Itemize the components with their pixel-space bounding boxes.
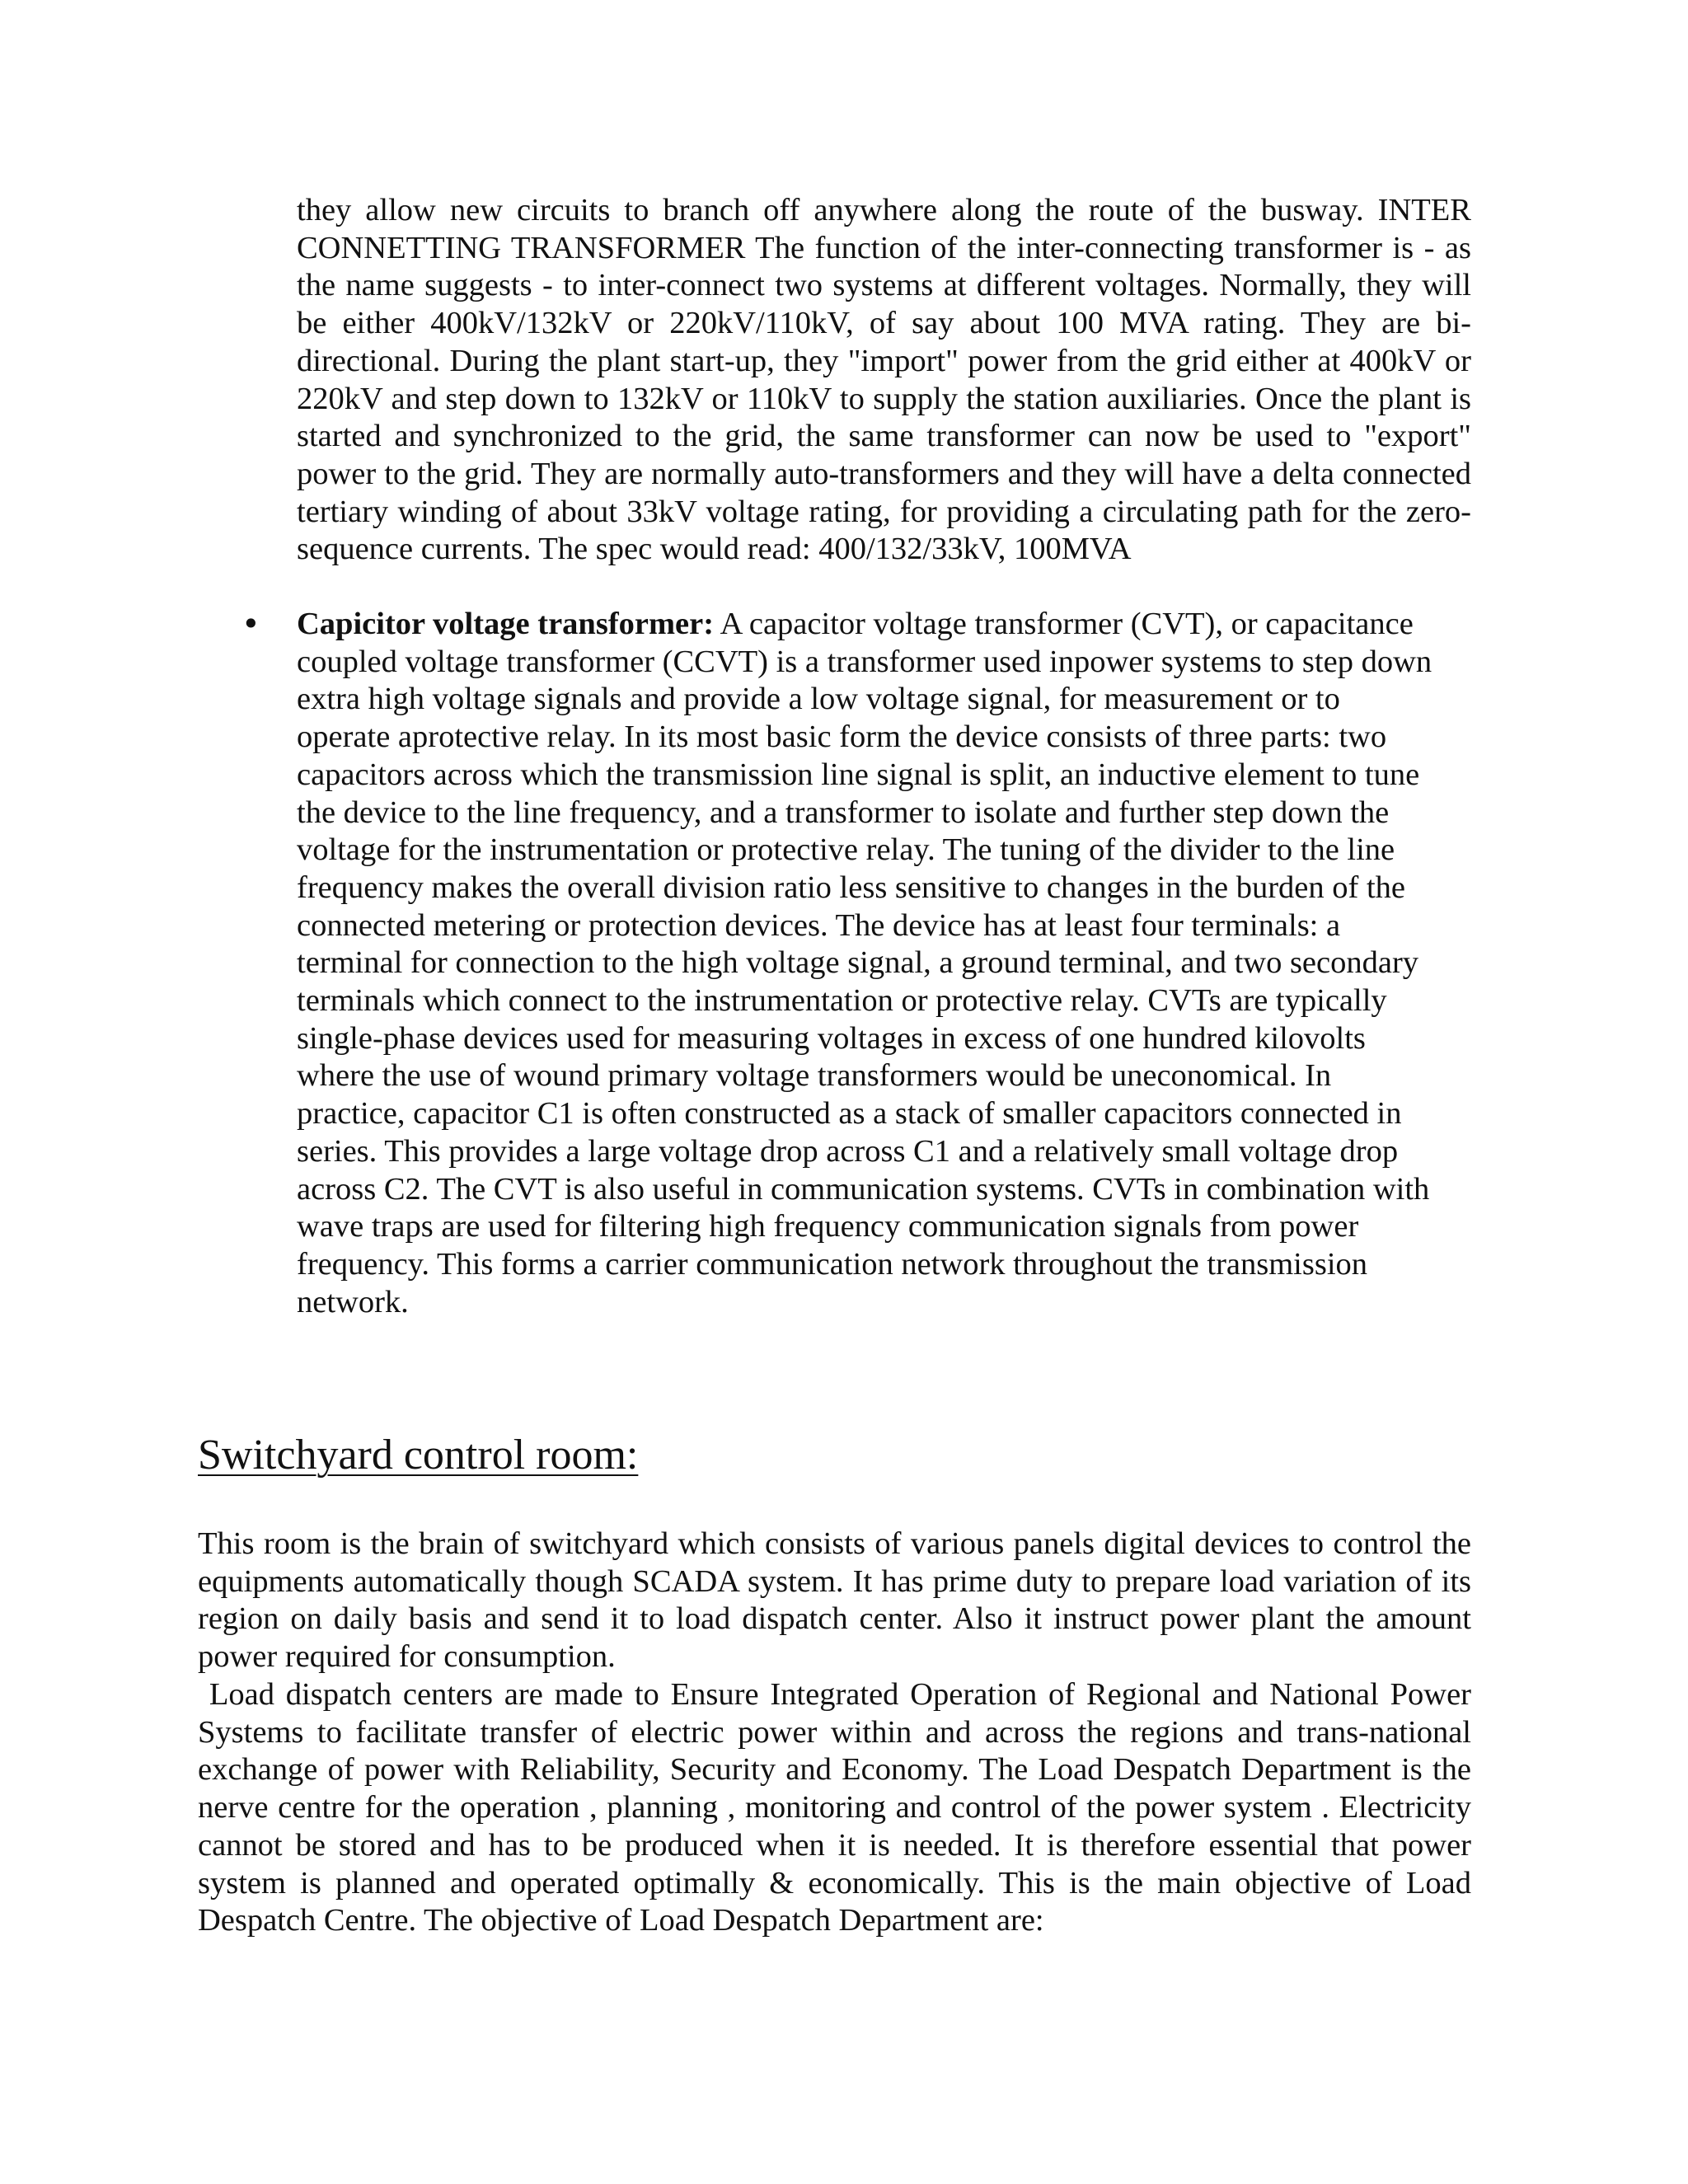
cvt-line: frequency. This forms a carrier communication network throughout the transmission — [297, 1246, 1368, 1282]
cvt-line: series. This provides a large voltage drop across C1 and a relatively small voltage drop — [297, 1133, 1399, 1169]
control-room-paragraph: This room is the brain of switchyard which consists of various panels digital devices to control the equipments automatically though SCADA system. It has prime duty to prepare load variation of its region on daily basis and send it to load dispatch center. Also it instruct power plant the amount power required for consumption. — [198, 1526, 1471, 1675]
load-dispatch-paragraph — [198, 1676, 1471, 1940]
cvt-line: terminal for connection to the high voltage signal, a ground terminal, and two secondary — [297, 945, 1419, 981]
cvt-line: operate aprotective relay. In its most basic form the device consists of three parts: two — [297, 719, 1387, 755]
cvt-line: terminals which connect to the instrumentation or protective relay. CVTs are typically — [297, 983, 1387, 1019]
cvt-line: voltage for the instrumentation or protective relay. The tuning of the divider to the line — [297, 832, 1395, 868]
cvt-line: the device to the line frequency, and a transformer to isolate and further step down the — [297, 794, 1390, 830]
transformer-continuation-paragraph: they allow new circuits to branch off anywhere along the route of the busway. INTER CONNETTING TRANSFORMER The function of the inter-connecting transformer is - as the name suggests - to inter-connect two systems at different voltages. Normally, they will be either 400kV/132kV or 220kV/110kV, of say about 100 MVA rating. They are bi-directional. During the plant start-up, they "import" power from the grid either at 400kV or 220kV and step down to 132kV or 110kV to supply the station auxiliaries. Once the plant is started and synchronized to the grid, the same transformer can now be used to "export" power to the grid. They are normally auto-transformers and they will have a delta connected tertiary winding of about 33kV voltage rating, for providing a circulating path for the zero-sequence currents. The spec would read: 400/132/33kV, 100MVA — [297, 193, 1471, 567]
cvt-line: across C2. The CVT is also useful in communication systems. CVTs in combination with — [297, 1171, 1430, 1207]
cvt-term: Capicitor voltage transformer: — [297, 607, 715, 641]
cvt-line: single-phase devices used for measuring voltages in excess of one hundred kilovolts — [297, 1020, 1366, 1056]
cvt-line: connected metering or protection devices. The device has at least four terminals: a — [297, 907, 1341, 943]
cvt-line: wave traps are used for filtering high frequency communication signals from power — [297, 1209, 1359, 1244]
cvt-line: where the use of wound primary voltage transformers would be uneconomical. In — [297, 1058, 1332, 1094]
cvt-line: network. — [297, 1284, 409, 1319]
cvt-line — [297, 606, 1471, 644]
cvt-line: practice, capacitor C1 is often constructed as a stack of smaller capacitors connected in — [297, 1096, 1402, 1132]
section-heading: Switchyard control room: — [198, 1432, 639, 1479]
cvt-line-text: A capacitor voltage transformer (CVT), or capacitance — [720, 607, 1414, 641]
bullet-icon: • — [241, 606, 260, 643]
cvt-line: coupled voltage transformer (CCVT) is a transformer used inpower systems to step down — [297, 644, 1432, 679]
cvt-line: capacitors across which the transmission line signal is split, an inductive element to tune — [297, 757, 1420, 792]
cvt-list-item — [297, 606, 1471, 1321]
load-dispatch-text: Load dispatch centers are made to Ensure Integrated Operation of Regional and National Power Systems to facilitate transfer of electric power within and across the regions and trans-national exchange of power with Reliability, Security and Economy. The Load Despatch Department is the nerve centre for the operation , planning , monitoring and control of the power system . Electricity cannot be stored and has to be produced when it is needed. It is therefore essential that power system is planned and operated optimally & economically. This is the main objective of Load Despatch Centre. The objective of Load Despatch Department are: — [198, 1677, 1471, 1938]
cvt-line: frequency makes the overall division ratio less sensitive to changes in the burden of the — [297, 869, 1405, 905]
cvt-line: extra high voltage signals and provide a low voltage signal, for measurement or to — [297, 682, 1340, 717]
